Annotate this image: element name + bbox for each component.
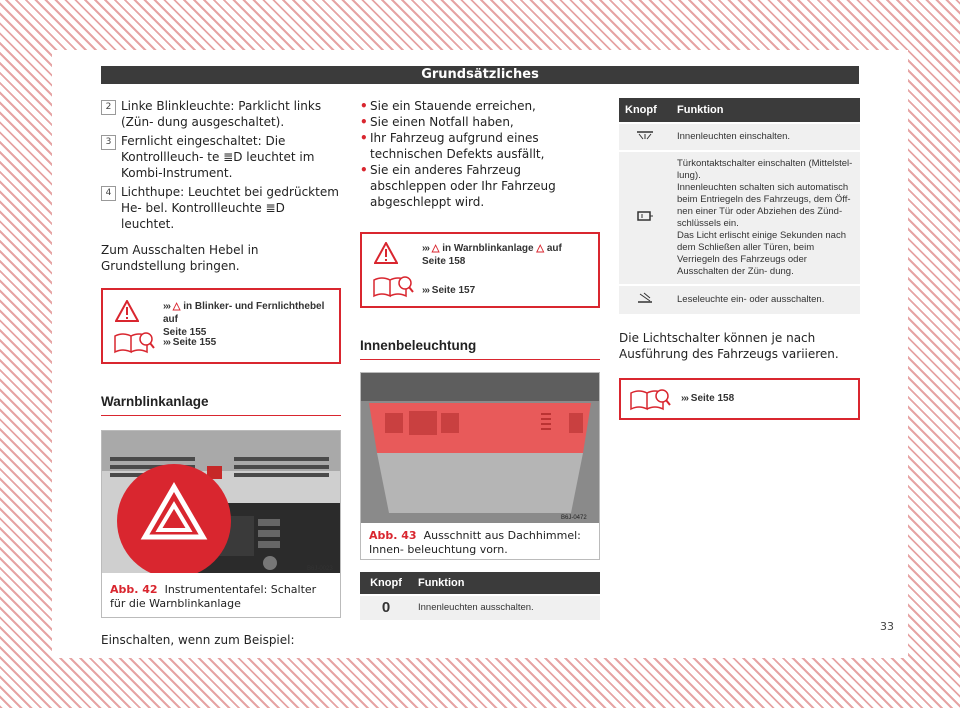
table-row — [619, 285, 860, 314]
page-header: Grundsätzliches — [101, 66, 859, 84]
list-item — [101, 133, 341, 181]
section-title: Innenbeleuchtung — [360, 338, 600, 360]
paragraph: Zum Ausschalten Hebel in Grundstellung bringen. — [101, 243, 259, 273]
paragraph: Einschalten, wenn zum Beispiel: — [101, 633, 295, 647]
warning-triangle-icon — [374, 242, 398, 264]
list-item: • Sie einen Notfall haben, — [360, 114, 600, 130]
reading-lamp-icon — [636, 292, 654, 304]
manual-book-icon — [372, 274, 414, 298]
item-text: Lichthupe: Leuchtet bei gedrücktem He- bel. Kontrollleuchte ≣D leuchtet. — [121, 185, 339, 231]
table-header-row — [360, 572, 600, 595]
figure-caption: Abb. 42 Instrumententafel: Schalter für die Warnblinkanlage — [110, 583, 317, 610]
roof-console-photo — [361, 373, 599, 523]
item-text: Fernlicht eingeschaltet: Die Kontrollleuch- te ≣D leuchtet im Kombi-Instrument. — [121, 134, 315, 180]
warning-triangle-icon — [115, 300, 139, 322]
door-contact-icon — [636, 210, 654, 222]
warning-box — [101, 288, 341, 364]
table-row — [619, 123, 860, 151]
list-item: • Sie ein anderes Fahrzeug abschleppen oder Ihr Fahrzeug abgeschleppt wird. — [360, 162, 600, 210]
table-cell: Innenleuchten ausschalten. — [412, 595, 600, 620]
column-3 — [619, 98, 860, 420]
ceiling-lamp-icon — [635, 130, 655, 140]
list-item — [101, 184, 341, 232]
info-text: ››› Seite 155 — [163, 337, 217, 348]
warning-text: ››› △ in Blinker- und Fernlichthebel auf Seite 155 — [163, 301, 325, 338]
table-cell: Leseleuchte ein- oder ausschalten. — [671, 285, 860, 314]
info-text: ››› Seite 158 — [681, 393, 735, 404]
table-header: Funktion — [671, 98, 860, 123]
table-cell: Innenleuchten einschalten. — [671, 123, 860, 151]
function-table — [360, 572, 600, 620]
table-row — [619, 151, 860, 285]
figure-code: B6J-0023 — [307, 566, 333, 572]
table-cell — [619, 285, 671, 314]
list-item — [101, 98, 341, 130]
column-1 — [101, 98, 341, 648]
manual-book-icon — [629, 387, 671, 411]
table-cell — [619, 151, 671, 285]
item-number: 3 — [101, 135, 116, 150]
info-box — [619, 378, 860, 420]
manual-book-icon — [113, 330, 155, 354]
figure-43 — [360, 372, 600, 560]
table-header: Knopf — [619, 98, 671, 123]
paragraph: Die Lichtschalter können je nach Ausführung des Fahrzeugs variieren. — [619, 331, 839, 361]
item-text: Linke Blinkleuchte: Parklicht links (Zün- dung ausgeschaltet). — [121, 99, 322, 129]
table-cell: 0 — [360, 595, 412, 620]
function-table — [619, 98, 860, 314]
item-number: 4 — [101, 186, 116, 201]
info-text: ››› Seite 157 — [422, 285, 476, 296]
table-cell — [619, 123, 671, 151]
figure-code: B6J-0472 — [561, 515, 587, 521]
table-header: Funktion — [412, 572, 600, 595]
column-2 — [360, 98, 600, 620]
dashboard-photo — [102, 431, 340, 573]
figure-caption: Abb. 43 Ausschnitt aus Dachhimmel: Innen- beleuchtung vorn. — [369, 529, 581, 556]
warning-box — [360, 232, 600, 308]
item-number: 2 — [101, 100, 116, 115]
table-row — [360, 595, 600, 620]
table-cell: Türkontaktschalter einschalten (Mittelstel- lung). Innenleuchten schalten sich automatisch beim Entriegeln des Fahrzeugs, dem Öff- nen einer Tür oder Abziehen des Zünd- schlüssels ein. Das Licht erlischt einige Sekunden nach dem Schließen aller Türen, beim Verriegeln des Fahrzeugs oder Ausschalten der Zün- dung. — [671, 151, 860, 285]
figure-42 — [101, 430, 341, 618]
table-header-row — [619, 98, 860, 123]
page-number: 33 — [880, 620, 894, 633]
warning-text: ››› △ in Warnblinkanlage △ auf Seite 158 — [422, 243, 562, 267]
section-title: Warnblinkanlage — [101, 394, 341, 416]
list-item: • Ihr Fahrzeug aufgrund eines technischen Defekts ausfällt, — [360, 130, 600, 162]
list-item: • Sie ein Stauende erreichen, — [360, 98, 600, 114]
table-header: Knopf — [360, 572, 412, 595]
